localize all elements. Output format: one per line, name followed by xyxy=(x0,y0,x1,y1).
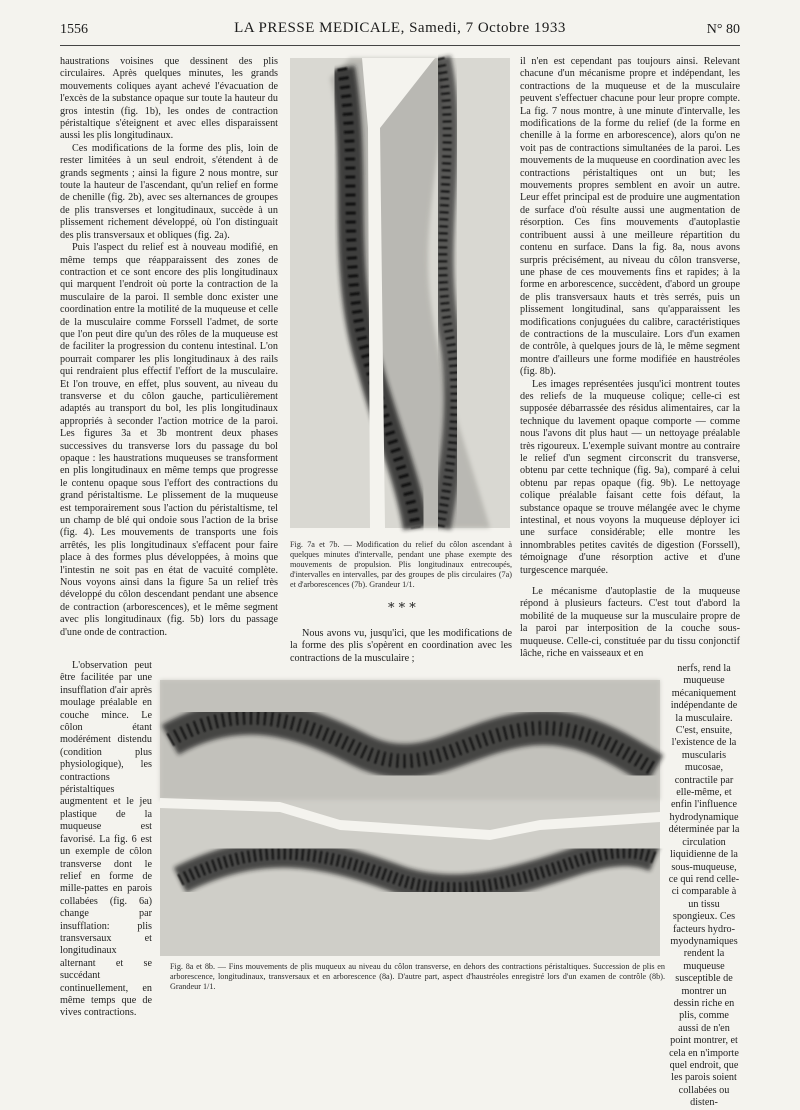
figure-8-xray xyxy=(160,680,660,956)
figure-7-caption: Fig. 7a et 7b. — Modification du relief du côlon ascendant à quelques minutes d'intervalle, pendant une phase exempte des mouvements de propulsion. Plis longitudinaux entrecoupés, d'intervalles en intervalles, par des groupes de plis circulaires (7a) et d'arborescences (7b). Grandeur 1/1. xyxy=(290,540,512,589)
page-header xyxy=(60,20,740,42)
paragraph: il n'en est cependant pas toujours ainsi. Relevant chacune d'un mécanisme propre et indépendant, les contractions de la muqueuse et de la musculaire peuvent s'effectuer chacune pour leur propre compte. La fig. 7 nous montre, à une minute d'intervalle, les modifications de la forme du relief (de la forme en chenille à la forme en arborescence), alors qu'on ne voit pas de contractions simultanées de la paroi. Les mouvements de la muqueuse en coordination avec les contractions péristaltiques ont un but; les mouvements propres semblent en avoir un autre. Leur effet principal est de produire une augmentation de surface d'où résulte aussi une augmentation de résorption. Ces fins mouvements d'autoplastie contribuent aussi à une meilleure répartition du contenu en surface. Dans la fig. 8a, nous avons surpris précisément, au niveau du côlon transverse, une phase de ces mouvements fins et rapides; à la forme en arborescence, succèdent, d'abord un groupe de plis transversaux hauts et très serrés, puis un plissement longitudinal, sans qu'apparaissent les modifications conjuguées du calibre, caractéristiques de contractions de la musculaire. Lors d'un examen de contrôle, à quelques jours de là, le même segment montre d'ailleurs une forme modifiée en haustréoles (fig. 8b). xyxy=(520,56,740,378)
issue-number: N° 80 xyxy=(706,22,740,37)
paragraph: Ces modifications de la forme des plis, loin de rester limitées à un seul endroit, s'étendent à de grands segments ; ainsi la figure 2 nous montre, sur toute la hauteur de l'ascendant, qu'un relief en forme de chenille (fig. 2b), avec ses alternances de groupes de plis transverses et longitudinaux, succède à un plissement richement développé, où l'on distinguait des plis transversaux et obliques (fig. 2a). xyxy=(60,142,278,241)
paragraph: L'observation peut être facilitée par une insufflation d'air après moulage préalable en couche mince. Le côlon étant modérément distendu (condition plus physiologique), les contractions péristaltiques augmentent et le jeu plastique de la muqueuse est favorisé. La fig. 6 est un exemple de côlon transverse dont le relief en forme de mille-pattes en parois collabées (fig. 6a) change par insufflation: plis transversaux et longitudinaux alternant et se succédant continuellement, en même temps que de vives contractions. xyxy=(60,660,152,1019)
section-separator: * * * xyxy=(388,601,416,616)
paragraph: Puis l'aspect du relief est à nouveau modifié, en même temps que réapparaissent des zones de contraction et ce sont encore des plis longitudinaux qui marquent l'endroit où porte la contraction de la musculaire de la paroi. Il semble donc exister une coordination entre la motilité de la muqueuse et celle de la musculaire comme Forssell l'admet, de sorte que l'on peut dire qu'un des rôles de la muqueuse est de faciliter la progression du contenu intestinal. L'on pourrait comparer les plis longitudinaux à des rails qui rendraient plus effectif l'effort de la musculaire. Et l'on trouve, en effet, plus souvent, au niveau du transverse et du côlon gauche, particulièrement adaptés au transport du bol, les plis longitudinaux appropriés à seconder l'action motrice de la paroi. Les figures 3a et 3b montrent deux phases successives du transverse lors du passage du bol opaque : les haustrations muqueuses se transforment en plis longitudinaux en même temps que progresse le contenu opaque sous l'effort des contractions du grand péristaltisme. Le plissement de la muqueuse est temporairement sous l'action du péristaltisme, tel un champ de blé qui ondoie sous l'action de la brise (fig. 4). Les mouvements de transports une fois arrêtés, les plis longitudinaux s'effacent pour faire place à des formes plus développées, à moins que l'intestin ne soit pas en état de vacuité complète. Nous voyons ainsi dans la figure 5a un relief très développé du côlon descendant pendant une absence de contraction (arborescences), et le même segment avec plis longitudinaux (fig. 5b) lors du passage d'une onde de contraction. xyxy=(60,242,278,638)
text-column-left-narrow xyxy=(60,660,152,1020)
figure-7-xray xyxy=(290,58,510,528)
paragraph: nerfs, rend la muqueuse mécaniquement indépendante de la musculaire. C'est, ensuite, l'existence de la muscularis mucosae, contractile par elle-même, et enfin l'influence hydrodynamique déterminée par la circulation liquidienne de la sous-muqueuse, ce qui rend celle-ci comparable à un tissu spongieux. Ces facteurs hydro-myodynamiques rendent la muqueuse susceptible de montrer un dessin riche en plis, comme aussi de n'en point montrer, et cela en n'importe quel endroit, que les parois soient collabées ou disten- xyxy=(668,663,740,1109)
figure-7-image xyxy=(290,58,510,528)
paragraph: Le mécanisme d'autoplastie de la muqueuse répond à plusieurs facteurs. C'est tout d'abord la mobilité de la muqueuse sur la musculaire propre de la paroi par interposition de la couche sous-muqueuse. Celle-ci, constituée par du tissu conjonctif lâche, riche en vaisseaux et en xyxy=(520,586,740,660)
text-column-right xyxy=(520,56,740,586)
text-column-right-narrow xyxy=(668,663,740,1109)
text-column-middle xyxy=(290,628,512,665)
paragraph: haustrations voisines que dessinent des plis circulaires. Après quelques minutes, les grands mouvements coliques ayant achevé l'évacuation de l'excès de la substance opaque sur toute la hauteur du gros intestin (fig. 1b), les ondes de contraction péristaltique s'éteignent et avec elles disparaissent aussi les plis longitudinaux. xyxy=(60,56,278,142)
paragraph: Les images représentées jusqu'ici montrent toutes des reliefs de la muqueuse colique; celle-ci est supposée débarrassée des résidus alimentaires, car la technique du lavement opaque comporte — comme nous l'avons dit plus haut — un nettoyage préalable très rigoureux. L'exemple suivant montre au contraire le relief d'un segment circonscrit du transverse, obtenu par cette technique (fig. 9a), comparé à celui obtenu par repas opaque (fig. 9b). Le nettoyage colique préalable faisant cette fois défaut, la substance opaque se trouve mélangée avec le chyme intestinal, et nous voyons la muqueuse déployer ici une surface considérable; elle montre les innombrables petites cavités de digestion (Forssell), témoignage d'une résorption active et d'une turgescence marquée. xyxy=(520,378,740,576)
figure-8-image xyxy=(160,680,660,956)
figure-8-caption: Fig. 8a et 8b. — Fins mouvements de plis muqueux au niveau du côlon transverse, en dehors des contractions péristaltiques. Succession de plis en arborescence, longitudinaux, transversaux et en arborescence (8a). D'autre part, aspect d'haustréoles enregistré lors d'un examen de contrôle (8b). Grandeur 1/1. xyxy=(170,962,665,991)
text-column-left xyxy=(60,56,278,666)
journal-title: LA PRESSE MEDICALE, Samedi, 7 Octobre 1933 xyxy=(234,20,566,36)
header-rule xyxy=(60,45,740,46)
page-number: 1556 xyxy=(60,22,88,37)
paragraph: Nous avons vu, jusqu'ici, que les modifications de la forme des plis s'opèrent en coordination avec les contractions de la musculaire ; xyxy=(290,628,512,664)
